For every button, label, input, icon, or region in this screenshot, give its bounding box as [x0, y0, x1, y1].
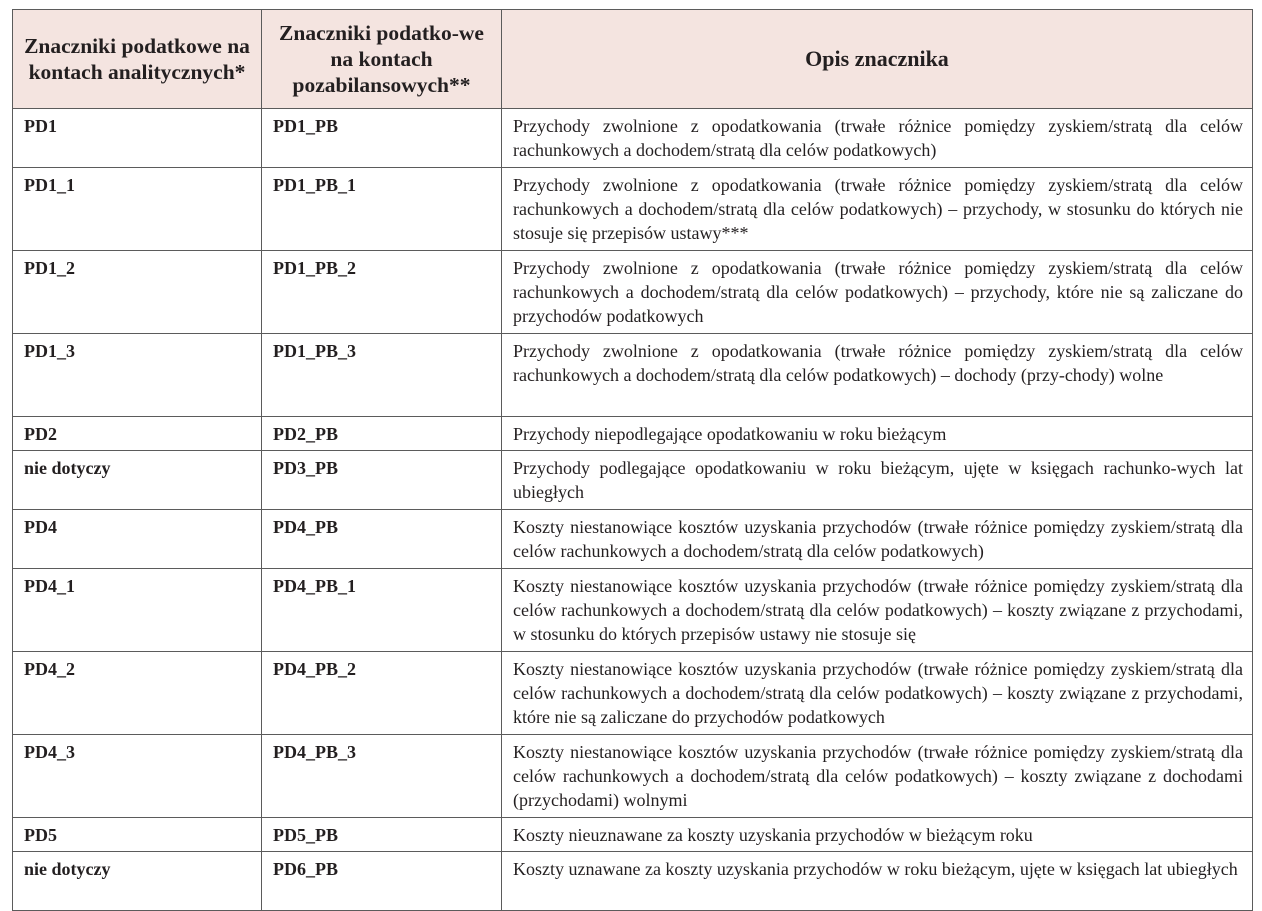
- description-cell: Przychody zwolnione z opodatkowania (trwałe różnice pomiędzy zyskiem/stratą dla celów rachunkowych a dochodem/stratą dla celów podatkowych): [502, 109, 1253, 168]
- analytic-marker-cell: PD4_2: [13, 652, 262, 735]
- analytic-marker-cell: PD2: [13, 417, 262, 451]
- description-cell: Koszty niestanowiące kosztów uzyskania przychodów (trwałe różnice pomiędzy zyskiem/stratą dla celów rachunkowych a dochodem/stratą dla celów podatkowych) – koszty związane z przychodami, w stosunku do których przepisów ustawy nie stosuje się: [502, 569, 1253, 652]
- description-cell: Przychody niepodlegające opodatkowaniu w roku bieżącym: [502, 417, 1253, 451]
- offbalance-marker-cell: PD2_PB: [262, 417, 502, 451]
- table-row: [13, 334, 1253, 417]
- offbalance-marker-cell: PD4_PB_1: [262, 569, 502, 652]
- description-cell: Przychody podlegające opodatkowaniu w roku bieżącym, ujęte w księgach rachunko-wych lat ubiegłych: [502, 451, 1253, 510]
- offbalance-marker-cell: PD4_PB: [262, 510, 502, 569]
- table-row: [13, 569, 1253, 652]
- description-cell: Koszty niestanowiące kosztów uzyskania przychodów (trwałe różnice pomiędzy zyskiem/stratą dla celów rachunkowych a dochodem/stratą dla celów podatkowych) – koszty związane z przychodami, które nie są zaliczane do przychodów podatkowych: [502, 652, 1253, 735]
- table-row: [13, 652, 1253, 735]
- table-row: [13, 417, 1253, 451]
- description-cell: Koszty niestanowiące kosztów uzyskania przychodów (trwałe różnice pomiędzy zyskiem/stratą dla celów rachunkowych a dochodem/stratą dla celów podatkowych) – koszty związane z dochodami (przychodami) wolnymi: [502, 735, 1253, 818]
- offbalance-marker-cell: PD1_PB_2: [262, 251, 502, 334]
- description-cell: Koszty niestanowiące kosztów uzyskania przychodów (trwałe różnice pomiędzy zyskiem/stratą dla celów rachunkowych a dochodem/stratą dla celów podatkowych): [502, 510, 1253, 569]
- table-row: [13, 109, 1253, 168]
- analytic-marker-cell: PD1_3: [13, 334, 262, 417]
- description-cell: Koszty uznawane za koszty uzyskania przychodów w roku bieżącym, ujęte w księgach lat ubiegłych: [502, 852, 1253, 911]
- table-row: [13, 251, 1253, 334]
- offbalance-marker-cell: PD1_PB_1: [262, 168, 502, 251]
- analytic-marker-cell: PD4_1: [13, 569, 262, 652]
- header-marker-description: Opis znacznika: [502, 10, 1253, 109]
- table-row: [13, 168, 1253, 251]
- analytic-marker-cell: PD5: [13, 818, 262, 852]
- offbalance-marker-cell: PD4_PB_2: [262, 652, 502, 735]
- analytic-marker-cell: PD4: [13, 510, 262, 569]
- header-analytic-markers: Znaczniki podatkowe na kontach analitycznych*: [13, 10, 262, 109]
- table-row: [13, 852, 1253, 911]
- offbalance-marker-cell: PD3_PB: [262, 451, 502, 510]
- analytic-marker-cell: PD1_1: [13, 168, 262, 251]
- offbalance-marker-cell: PD1_PB_3: [262, 334, 502, 417]
- offbalance-marker-cell: PD4_PB_3: [262, 735, 502, 818]
- description-cell: Koszty nieuznawane za koszty uzyskania przychodów w bieżącym roku: [502, 818, 1253, 852]
- description-cell: Przychody zwolnione z opodatkowania (trwałe różnice pomiędzy zyskiem/stratą dla celów rachunkowych a dochodem/stratą dla celów podatkowych) – przychody, w stosunku do których nie stosuje się przepisów ustawy***: [502, 168, 1253, 251]
- tax-markers-table: [12, 9, 1253, 911]
- table-row: [13, 818, 1253, 852]
- analytic-marker-cell: PD1_2: [13, 251, 262, 334]
- analytic-marker-cell: PD4_3: [13, 735, 262, 818]
- table-row: [13, 451, 1253, 510]
- table-row: [13, 735, 1253, 818]
- offbalance-marker-cell: PD5_PB: [262, 818, 502, 852]
- analytic-marker-cell: nie dotyczy: [13, 451, 262, 510]
- analytic-marker-cell: nie dotyczy: [13, 852, 262, 911]
- offbalance-marker-cell: PD6_PB: [262, 852, 502, 911]
- offbalance-marker-cell: PD1_PB: [262, 109, 502, 168]
- description-cell: Przychody zwolnione z opodatkowania (trwałe różnice pomiędzy zyskiem/stratą dla celów rachunkowych a dochodem/stratą dla celów podatkowych) – przychody, które nie są zaliczane do przychodów podatkowych: [502, 251, 1253, 334]
- header-offbalance-markers: Znaczniki podatko-we na kontach pozabilansowych**: [262, 10, 502, 109]
- table-header-row: [13, 10, 1253, 109]
- table-row: [13, 510, 1253, 569]
- description-cell: Przychody zwolnione z opodatkowania (trwałe różnice pomiędzy zyskiem/stratą dla celów rachunkowych a dochodem/stratą dla celów podatkowych) – dochody (przy-chody) wolne: [502, 334, 1253, 417]
- analytic-marker-cell: PD1: [13, 109, 262, 168]
